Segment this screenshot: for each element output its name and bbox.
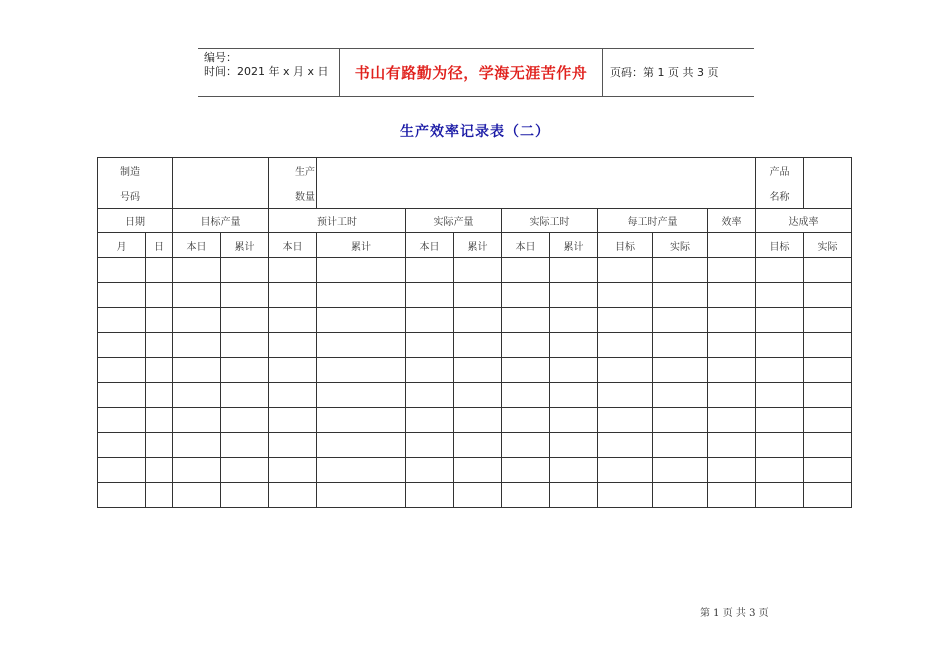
header-target-output: 目标产量	[173, 209, 269, 233]
table-cell[interactable]	[598, 333, 653, 358]
sub-actual-out-today: 本日	[406, 233, 454, 258]
table-cell[interactable]	[454, 483, 502, 508]
table-cell[interactable]	[502, 258, 550, 283]
table-cell[interactable]	[598, 408, 653, 433]
table-cell[interactable]	[804, 483, 852, 508]
table-cell[interactable]	[598, 433, 653, 458]
table-cell[interactable]	[598, 283, 653, 308]
table-cell[interactable]	[98, 308, 146, 333]
table-cell[interactable]	[708, 383, 756, 408]
table-cell[interactable]	[146, 433, 173, 458]
sub-actual-out-cum: 累计	[454, 233, 502, 258]
table-cell[interactable]	[98, 433, 146, 458]
table-cell[interactable]	[406, 458, 454, 483]
table-cell[interactable]	[598, 308, 653, 333]
header-bottom-rule	[198, 96, 754, 97]
table-cell[interactable]	[502, 458, 550, 483]
sub-target-cum: 累计	[221, 233, 269, 258]
product-no-label-bottom: 号码	[98, 183, 173, 209]
table-cell[interactable]	[221, 383, 269, 408]
table-cell[interactable]	[221, 283, 269, 308]
table-cell[interactable]	[221, 458, 269, 483]
table-cell[interactable]	[221, 308, 269, 333]
sub-ach-target: 目标	[756, 233, 804, 258]
table-cell[interactable]	[317, 433, 406, 458]
table-cell[interactable]	[653, 308, 708, 333]
table-cell[interactable]	[146, 458, 173, 483]
table-cell[interactable]	[653, 258, 708, 283]
table-row	[98, 283, 852, 308]
table-cell[interactable]	[550, 433, 598, 458]
table-cell[interactable]	[502, 483, 550, 508]
table-cell[interactable]	[502, 433, 550, 458]
table-cell[interactable]	[550, 408, 598, 433]
sub-planned-today: 本日	[269, 233, 317, 258]
table-cell[interactable]	[756, 408, 804, 433]
sub-planned-cum: 累计	[317, 233, 406, 258]
table-row	[98, 358, 852, 383]
table-cell[interactable]	[502, 358, 550, 383]
table-cell[interactable]	[317, 308, 406, 333]
table-cell[interactable]	[454, 383, 502, 408]
product-no-label-top: 制造	[98, 158, 173, 184]
table-cell[interactable]	[146, 408, 173, 433]
table-cell[interactable]	[98, 408, 146, 433]
table-cell[interactable]	[146, 358, 173, 383]
table-cell[interactable]	[173, 258, 221, 283]
table-cell[interactable]	[406, 333, 454, 358]
product-name-value[interactable]	[804, 158, 852, 209]
table-cell[interactable]	[598, 258, 653, 283]
table-cell[interactable]	[653, 433, 708, 458]
table-cell[interactable]	[756, 483, 804, 508]
table-cell[interactable]	[708, 433, 756, 458]
table-cell[interactable]	[269, 433, 317, 458]
table-cell[interactable]	[98, 383, 146, 408]
table-cell[interactable]	[756, 283, 804, 308]
table-cell[interactable]	[550, 358, 598, 383]
table-cell[interactable]	[550, 458, 598, 483]
table-cell[interactable]	[756, 308, 804, 333]
header-meta	[204, 51, 329, 79]
table-cell[interactable]	[317, 358, 406, 383]
table-cell[interactable]	[708, 283, 756, 308]
table-cell[interactable]	[317, 333, 406, 358]
table-cell[interactable]	[98, 358, 146, 383]
table-cell[interactable]	[756, 458, 804, 483]
table-cell[interactable]	[598, 458, 653, 483]
table-row	[98, 333, 852, 358]
table-cell[interactable]	[550, 258, 598, 283]
table-cell[interactable]	[454, 333, 502, 358]
data-rows	[98, 258, 852, 508]
table-cell[interactable]	[550, 283, 598, 308]
table-row	[98, 258, 852, 283]
header-actual-output: 实际产量	[406, 209, 502, 233]
table-cell[interactable]	[173, 433, 221, 458]
table-cell[interactable]	[598, 358, 653, 383]
table-cell[interactable]	[756, 383, 804, 408]
table-cell[interactable]	[406, 433, 454, 458]
table-cell[interactable]	[317, 258, 406, 283]
table-cell[interactable]	[653, 283, 708, 308]
product-name-label-top: 产品	[756, 158, 804, 184]
table-cell[interactable]	[317, 408, 406, 433]
table-cell[interactable]	[173, 483, 221, 508]
table-cell[interactable]	[146, 383, 173, 408]
table-row	[98, 483, 852, 508]
table-row	[98, 433, 852, 458]
table-cell[interactable]	[454, 458, 502, 483]
table-row	[98, 383, 852, 408]
header-output-per-hour: 每工时产量	[598, 209, 708, 233]
table-cell[interactable]	[269, 383, 317, 408]
table-cell[interactable]	[221, 258, 269, 283]
table-cell[interactable]	[146, 258, 173, 283]
table-cell[interactable]	[406, 258, 454, 283]
number-label: 编号：	[204, 51, 237, 64]
table-cell[interactable]	[756, 433, 804, 458]
table-cell[interactable]	[269, 483, 317, 508]
table-cell[interactable]	[146, 283, 173, 308]
table-cell[interactable]	[653, 408, 708, 433]
table-cell[interactable]	[98, 258, 146, 283]
table-cell[interactable]	[454, 358, 502, 383]
table-cell[interactable]	[173, 308, 221, 333]
table-cell[interactable]	[756, 333, 804, 358]
table-cell[interactable]	[406, 483, 454, 508]
sub-per-hour-actual: 实际	[653, 233, 708, 258]
table-cell[interactable]	[653, 458, 708, 483]
table-cell[interactable]	[269, 358, 317, 383]
table-cell[interactable]	[146, 308, 173, 333]
table-cell[interactable]	[406, 358, 454, 383]
table-cell[interactable]	[804, 433, 852, 458]
table-cell[interactable]	[653, 333, 708, 358]
table-cell[interactable]	[406, 308, 454, 333]
quantity-label-bottom: 数量	[269, 183, 317, 209]
table-cell[interactable]	[502, 408, 550, 433]
table-cell[interactable]	[653, 358, 708, 383]
table-cell[interactable]	[756, 358, 804, 383]
table-cell[interactable]	[550, 483, 598, 508]
sub-actual-hr-cum: 累计	[550, 233, 598, 258]
table-cell[interactable]	[269, 458, 317, 483]
table-cell[interactable]	[708, 258, 756, 283]
quantity-label-top: 生产	[269, 158, 317, 184]
table-row	[98, 308, 852, 333]
table-cell[interactable]	[454, 308, 502, 333]
header-divider-right	[602, 48, 603, 96]
table-cell[interactable]	[804, 283, 852, 308]
table-cell[interactable]	[454, 408, 502, 433]
table-cell[interactable]	[708, 358, 756, 383]
time-label: 时间：2021 年 x 月 x 日	[204, 65, 329, 78]
table-cell[interactable]	[598, 483, 653, 508]
table-cell[interactable]	[804, 333, 852, 358]
sub-actual-hr-today: 本日	[502, 233, 550, 258]
table-cell[interactable]	[317, 283, 406, 308]
table-cell[interactable]	[173, 383, 221, 408]
efficiency-record-table	[97, 157, 852, 508]
table-cell[interactable]	[708, 408, 756, 433]
table-cell[interactable]	[269, 408, 317, 433]
header-efficiency: 效率	[708, 209, 756, 233]
header-achievement: 达成率	[756, 209, 852, 233]
table-cell[interactable]	[653, 483, 708, 508]
sub-efficiency-blank	[708, 233, 756, 258]
table-cell[interactable]	[269, 308, 317, 333]
document-title: 生产效率记录表（二）	[400, 124, 550, 140]
table-cell[interactable]	[550, 383, 598, 408]
quantity-value[interactable]	[317, 158, 756, 209]
sub-per-hour-target: 目标	[598, 233, 653, 258]
sub-target-today: 本日	[173, 233, 221, 258]
table-cell[interactable]	[269, 333, 317, 358]
table-cell[interactable]	[317, 383, 406, 408]
table-cell[interactable]	[756, 258, 804, 283]
table-cell[interactable]	[173, 333, 221, 358]
table-cell[interactable]	[221, 408, 269, 433]
table-cell[interactable]	[804, 458, 852, 483]
table-cell[interactable]	[653, 383, 708, 408]
table-cell[interactable]	[221, 358, 269, 383]
table-row	[98, 408, 852, 433]
product-name-label-bottom: 名称	[756, 183, 804, 209]
page-footer: 第 1 页 共 3 页	[700, 608, 769, 619]
table-cell[interactable]	[146, 483, 173, 508]
table-cell[interactable]	[454, 258, 502, 283]
table-cell[interactable]	[221, 433, 269, 458]
table-row	[98, 458, 852, 483]
table-cell[interactable]	[804, 358, 852, 383]
table-cell[interactable]	[98, 333, 146, 358]
header-actual-hours: 实际工时	[502, 209, 598, 233]
header-date: 日期	[98, 209, 173, 233]
table-cell[interactable]	[502, 333, 550, 358]
table-cell[interactable]	[454, 283, 502, 308]
sub-ach-actual: 实际	[804, 233, 852, 258]
table-cell[interactable]	[708, 333, 756, 358]
table-cell[interactable]	[804, 258, 852, 283]
table-cell[interactable]	[804, 408, 852, 433]
table-cell[interactable]	[598, 383, 653, 408]
table-cell[interactable]	[454, 433, 502, 458]
table-cell[interactable]	[502, 283, 550, 308]
table-cell[interactable]	[221, 483, 269, 508]
table-cell[interactable]	[98, 483, 146, 508]
header-page-info: 页码：第 1 页 共 3 页	[610, 66, 719, 79]
table-cell[interactable]	[173, 458, 221, 483]
table-cell[interactable]	[269, 283, 317, 308]
header-motto: 书山有路勤为径，学海无涯苦作舟	[354, 63, 588, 82]
table-cell[interactable]	[502, 308, 550, 333]
table-cell[interactable]	[173, 358, 221, 383]
table-cell[interactable]	[269, 258, 317, 283]
table-cell[interactable]	[406, 383, 454, 408]
table-cell[interactable]	[98, 458, 146, 483]
table-cell[interactable]	[406, 408, 454, 433]
table-cell[interactable]	[173, 408, 221, 433]
table-cell[interactable]	[317, 458, 406, 483]
table-cell[interactable]	[317, 483, 406, 508]
header-planned-hours: 预计工时	[269, 209, 406, 233]
table-cell[interactable]	[98, 283, 146, 308]
table-cell[interactable]	[708, 458, 756, 483]
table-cell[interactable]	[804, 383, 852, 408]
sub-month: 月	[98, 233, 146, 258]
table-cell[interactable]	[146, 333, 173, 358]
table-cell[interactable]	[406, 283, 454, 308]
product-no-value[interactable]	[173, 158, 269, 209]
table-cell[interactable]	[221, 333, 269, 358]
table-cell[interactable]	[708, 308, 756, 333]
table-cell[interactable]	[550, 333, 598, 358]
table-cell[interactable]	[173, 283, 221, 308]
table-cell[interactable]	[804, 308, 852, 333]
table-cell[interactable]	[502, 383, 550, 408]
table-cell[interactable]	[550, 308, 598, 333]
sub-day: 日	[146, 233, 173, 258]
table-cell[interactable]	[708, 483, 756, 508]
